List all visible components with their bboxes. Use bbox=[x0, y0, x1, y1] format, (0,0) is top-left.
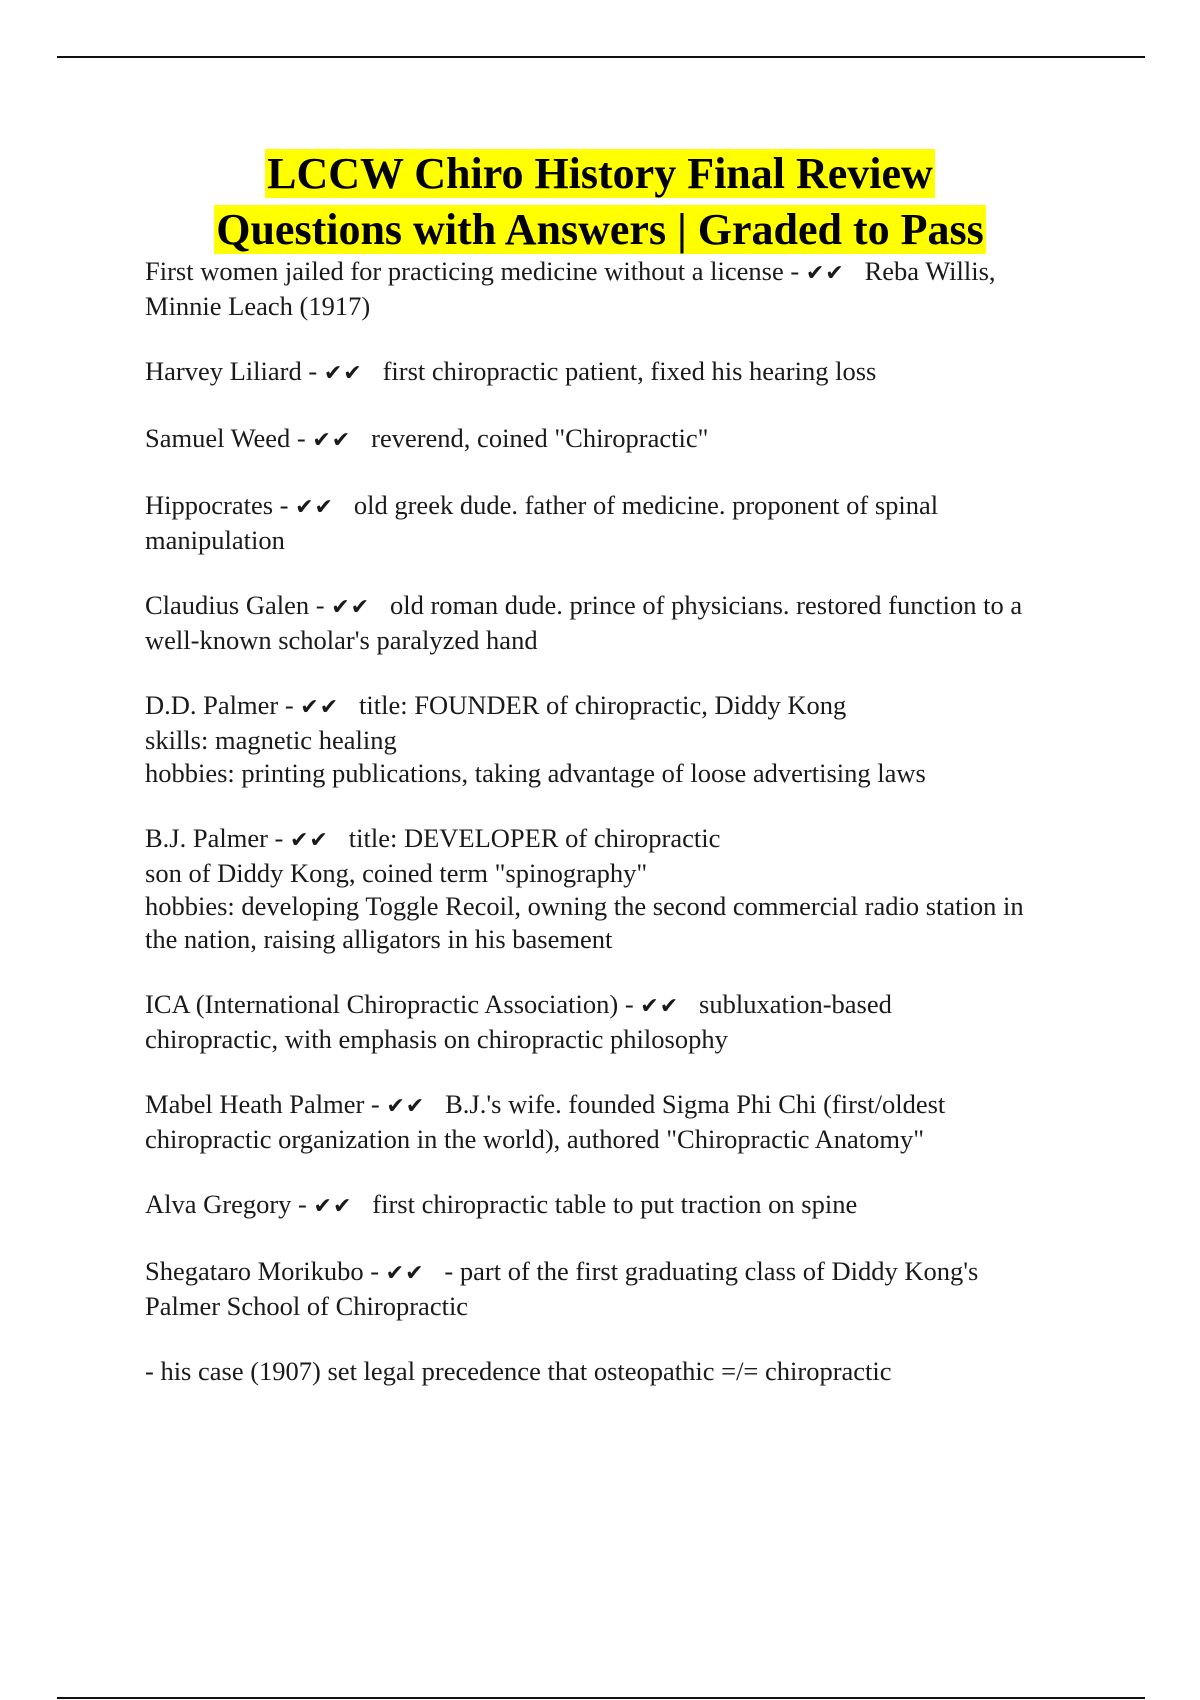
question-text: Hippocrates - bbox=[145, 490, 296, 520]
answer-text: first chiropractic patient, fixed his hearing loss bbox=[382, 356, 877, 386]
qa-item bbox=[145, 422, 1100, 457]
qa-first-line bbox=[145, 1255, 1100, 1290]
answer-continuation: chiropractic, with emphasis on chiropractic philosophy bbox=[145, 1024, 728, 1054]
double-check-icon: ✔✔ bbox=[313, 1194, 353, 1219]
qa-first-line bbox=[145, 255, 1100, 290]
question-text: Shegataro Morikubo - bbox=[145, 1256, 386, 1286]
double-check-icon: ✔✔ bbox=[312, 428, 352, 453]
answer-continuation: Minnie Leach (1917) bbox=[145, 291, 371, 321]
double-check-icon: ✔✔ bbox=[300, 695, 340, 720]
answer-text: old greek dude. father of medicine. proponent of spinal bbox=[353, 490, 939, 520]
question-text: First women jailed for practicing medicine without a license - bbox=[145, 256, 806, 286]
qa-first-line bbox=[145, 689, 1100, 724]
qa-item bbox=[145, 988, 1100, 1056]
qa-item bbox=[145, 589, 1100, 657]
double-check-icon: ✔✔ bbox=[295, 495, 334, 520]
qa-item bbox=[145, 489, 1100, 557]
qa-first-line bbox=[145, 988, 1100, 1023]
question-text: ICA (International Chiropractic Association) - bbox=[145, 989, 641, 1019]
qa-item bbox=[145, 689, 1100, 790]
answer-text: B.J.'s wife. founded Sigma Phi Chi (first/oldest bbox=[445, 1089, 946, 1119]
answer-continuation: skills: magnetic healing bbox=[145, 725, 397, 755]
qa-item bbox=[145, 822, 1100, 956]
double-check-icon: ✔✔ bbox=[290, 828, 329, 853]
qa-item bbox=[145, 1255, 1100, 1323]
answer-text: - part of the first graduating class of Diddy Kong's bbox=[444, 1256, 979, 1286]
question-text: B.J. Palmer - bbox=[145, 823, 290, 853]
answer-text: title: FOUNDER of chiropractic, Diddy Kong bbox=[359, 690, 847, 720]
double-check-icon: ✔✔ bbox=[805, 261, 845, 286]
qa-first-line bbox=[145, 355, 1100, 390]
qa-first-line bbox=[145, 822, 1100, 857]
question-text: Claudius Galen - bbox=[145, 590, 332, 620]
question-text: Mabel Heath Palmer - bbox=[145, 1089, 387, 1119]
double-check-icon: ✔✔ bbox=[640, 994, 680, 1019]
qa-first-line bbox=[145, 489, 1100, 524]
answer-continuation: well-known scholar's paralyzed hand bbox=[145, 625, 538, 655]
title-line-1: LCCW Chiro History Final Review bbox=[267, 149, 933, 198]
title-line-2: Questions with Answers | Graded to Pass bbox=[216, 205, 984, 254]
answer-text: first chiropractic table to put traction on spine bbox=[372, 1189, 858, 1219]
question-text: D.D. Palmer - bbox=[145, 690, 301, 720]
double-check-icon: ✔✔ bbox=[323, 361, 363, 386]
answer-text: reverend, coined "Chiropractic" bbox=[371, 423, 709, 453]
trailing-note bbox=[145, 1355, 1100, 1388]
question-text: Alva Gregory - bbox=[145, 1189, 314, 1219]
answer-text: old roman dude. prince of physicians. restored function to a bbox=[389, 590, 1023, 620]
qa-first-line bbox=[145, 1188, 1100, 1223]
qa-list bbox=[145, 255, 1100, 1420]
answer-continuation: the nation, raising alligators in his basement bbox=[145, 924, 613, 954]
trailing-line: - his case (1907) set legal precedence that osteopathic =/= chiropractic bbox=[145, 1356, 892, 1386]
qa-item bbox=[145, 1188, 1100, 1223]
top-rule bbox=[57, 56, 1145, 58]
answer-text: subluxation-based bbox=[699, 989, 892, 1019]
double-check-icon: ✔✔ bbox=[386, 1094, 426, 1119]
answer-text: Reba Willis, bbox=[864, 256, 996, 286]
answer-continuation: manipulation bbox=[145, 525, 285, 555]
question-text: Harvey Liliard - bbox=[145, 356, 324, 386]
question-text: Samuel Weed - bbox=[145, 423, 313, 453]
qa-first-line bbox=[145, 589, 1100, 624]
qa-item bbox=[145, 255, 1100, 323]
answer-text: title: DEVELOPER of chiropractic bbox=[348, 823, 721, 853]
qa-first-line bbox=[145, 422, 1100, 457]
answer-continuation: chiropractic organization in the world), authored "Chiropractic Anatomy" bbox=[145, 1124, 925, 1154]
bottom-rule bbox=[57, 1697, 1145, 1699]
qa-item bbox=[145, 355, 1100, 390]
answer-continuation: hobbies: developing Toggle Recoil, owning the second commercial radio station in bbox=[145, 891, 1024, 921]
answer-continuation: Palmer School of Chiropractic bbox=[145, 1291, 469, 1321]
document-title bbox=[0, 146, 1200, 258]
double-check-icon: ✔✔ bbox=[331, 595, 371, 620]
answer-continuation: son of Diddy Kong, coined term "spinography" bbox=[145, 858, 648, 888]
qa-item bbox=[145, 1088, 1100, 1156]
answer-continuation: hobbies: printing publications, taking advantage of loose advertising laws bbox=[145, 758, 926, 788]
double-check-icon: ✔✔ bbox=[385, 1261, 425, 1286]
qa-first-line bbox=[145, 1088, 1100, 1123]
